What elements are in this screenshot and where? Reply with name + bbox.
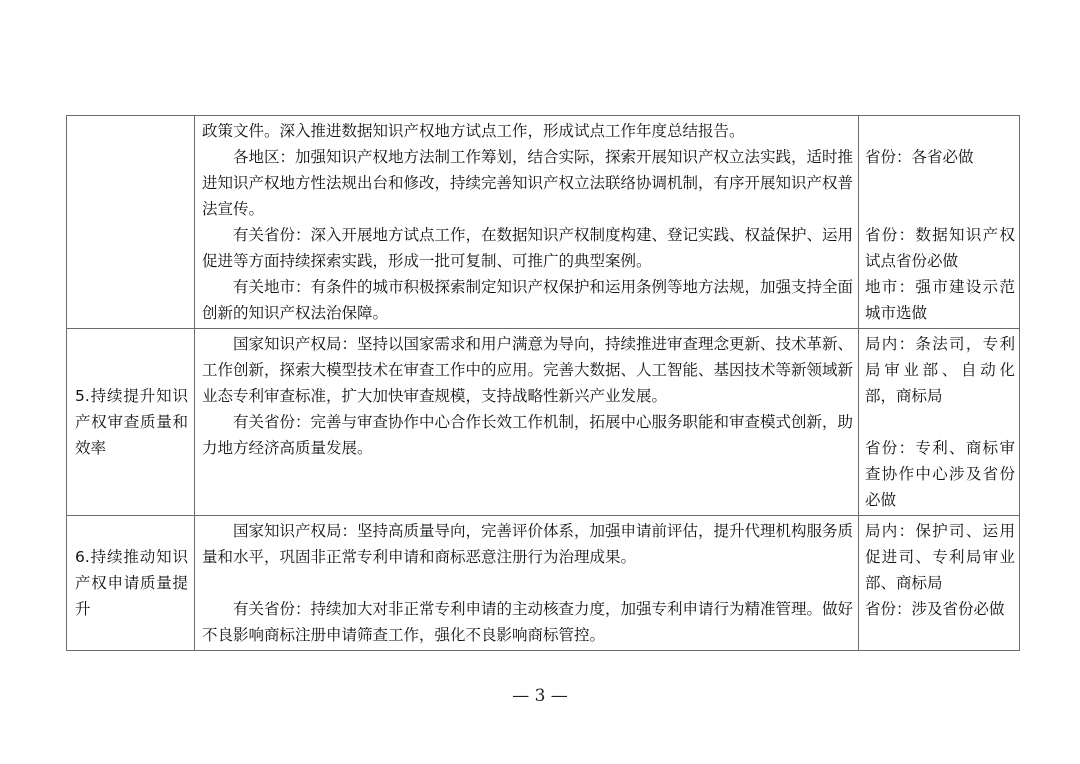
unit-text: 省份：专利、商标审查协作中心涉及省份必做 — [865, 439, 1015, 509]
content-paragraph: 国家知识产权局：坚持高质量导向，完善评价体系，加强申请前评估，提升代理机构服务质量和水平，巩固非正常专利申请和商标恶意注册行为治理成果。 — [202, 522, 854, 566]
task-cell: 5.持续提升知识产权审查质量和效率 — [67, 329, 195, 516]
unit-cell — [859, 116, 1020, 329]
table-row — [67, 329, 1020, 516]
content-paragraph: 有关省份：持续加大对非正常专利申请的主动核查力度，加强专利申请行为精准管理。做好不良影响商标注册申请筛查工作，强化不良影响商标管控。 — [202, 600, 854, 644]
unit-text: 地市：强市建设示范城市选做 — [865, 278, 1015, 322]
content-paragraph: 各地区：加强知识产权地方法制工作筹划，结合实际，探索开展知识产权立法实践，适时推进知识产权地方性法规出台和修改，持续完善知识产权立法联络协调机制，有序开展知识产权普法宣传。 — [202, 148, 854, 218]
task-cell: 6.持续推动知识产权申请质量提升 — [67, 516, 195, 651]
content-paragraph: 有关地市：有条件的城市积极探索制定知识产权保护和运用条例等地方法规，加强支持全面创新的知识产权法治保障。 — [202, 278, 854, 322]
unit-text: 省份：数据知识产权试点省份必做 — [865, 226, 1015, 270]
content-paragraph: 有关省份：完善与审查协作中心合作长效工作机制，拓展中心服务职能和审查模式创新，助力地方经济高质量发展。 — [202, 413, 854, 457]
table-row — [67, 516, 1020, 651]
unit-text: 省份：涉及省份必做 — [865, 600, 1005, 618]
content-cell — [195, 116, 859, 329]
content-paragraph: 政策文件。深入推进数据知识产权地方试点工作，形成试点工作年度总结报告。 — [202, 122, 745, 140]
content-cell — [195, 516, 859, 651]
task-cell — [67, 116, 195, 329]
table-row — [67, 116, 1020, 329]
unit-cell — [859, 516, 1020, 651]
content-cell — [195, 329, 859, 516]
content-paragraph: 有关省份：深入开展地方试点工作，在数据知识产权制度构建、登记实践、权益保护、运用促进等方面持续探索实践，形成一批可复制、可推广的典型案例。 — [202, 226, 854, 270]
unit-text: 局内：条法司，专利局审业部、自动化部，商标局 — [865, 335, 1015, 405]
unit-text: 局内：保护司、运用促进司、专利局审业部、商标局 — [865, 522, 1015, 592]
content-paragraph: 国家知识产权局：坚持以国家需求和用户满意为导向，持续推进审查理念更新、技术革新、工作创新，探索大模型技术在审查工作中的应用。完善大数据、人工智能、基因技术等新领域新业态专利审查标准，扩大加快审查规模，支持战略性新兴产业发展。 — [202, 335, 854, 405]
page-number: — 3 — — [512, 686, 568, 706]
unit-cell — [859, 329, 1020, 516]
task-table — [66, 115, 1020, 651]
unit-text: 省份：各省必做 — [865, 148, 974, 166]
